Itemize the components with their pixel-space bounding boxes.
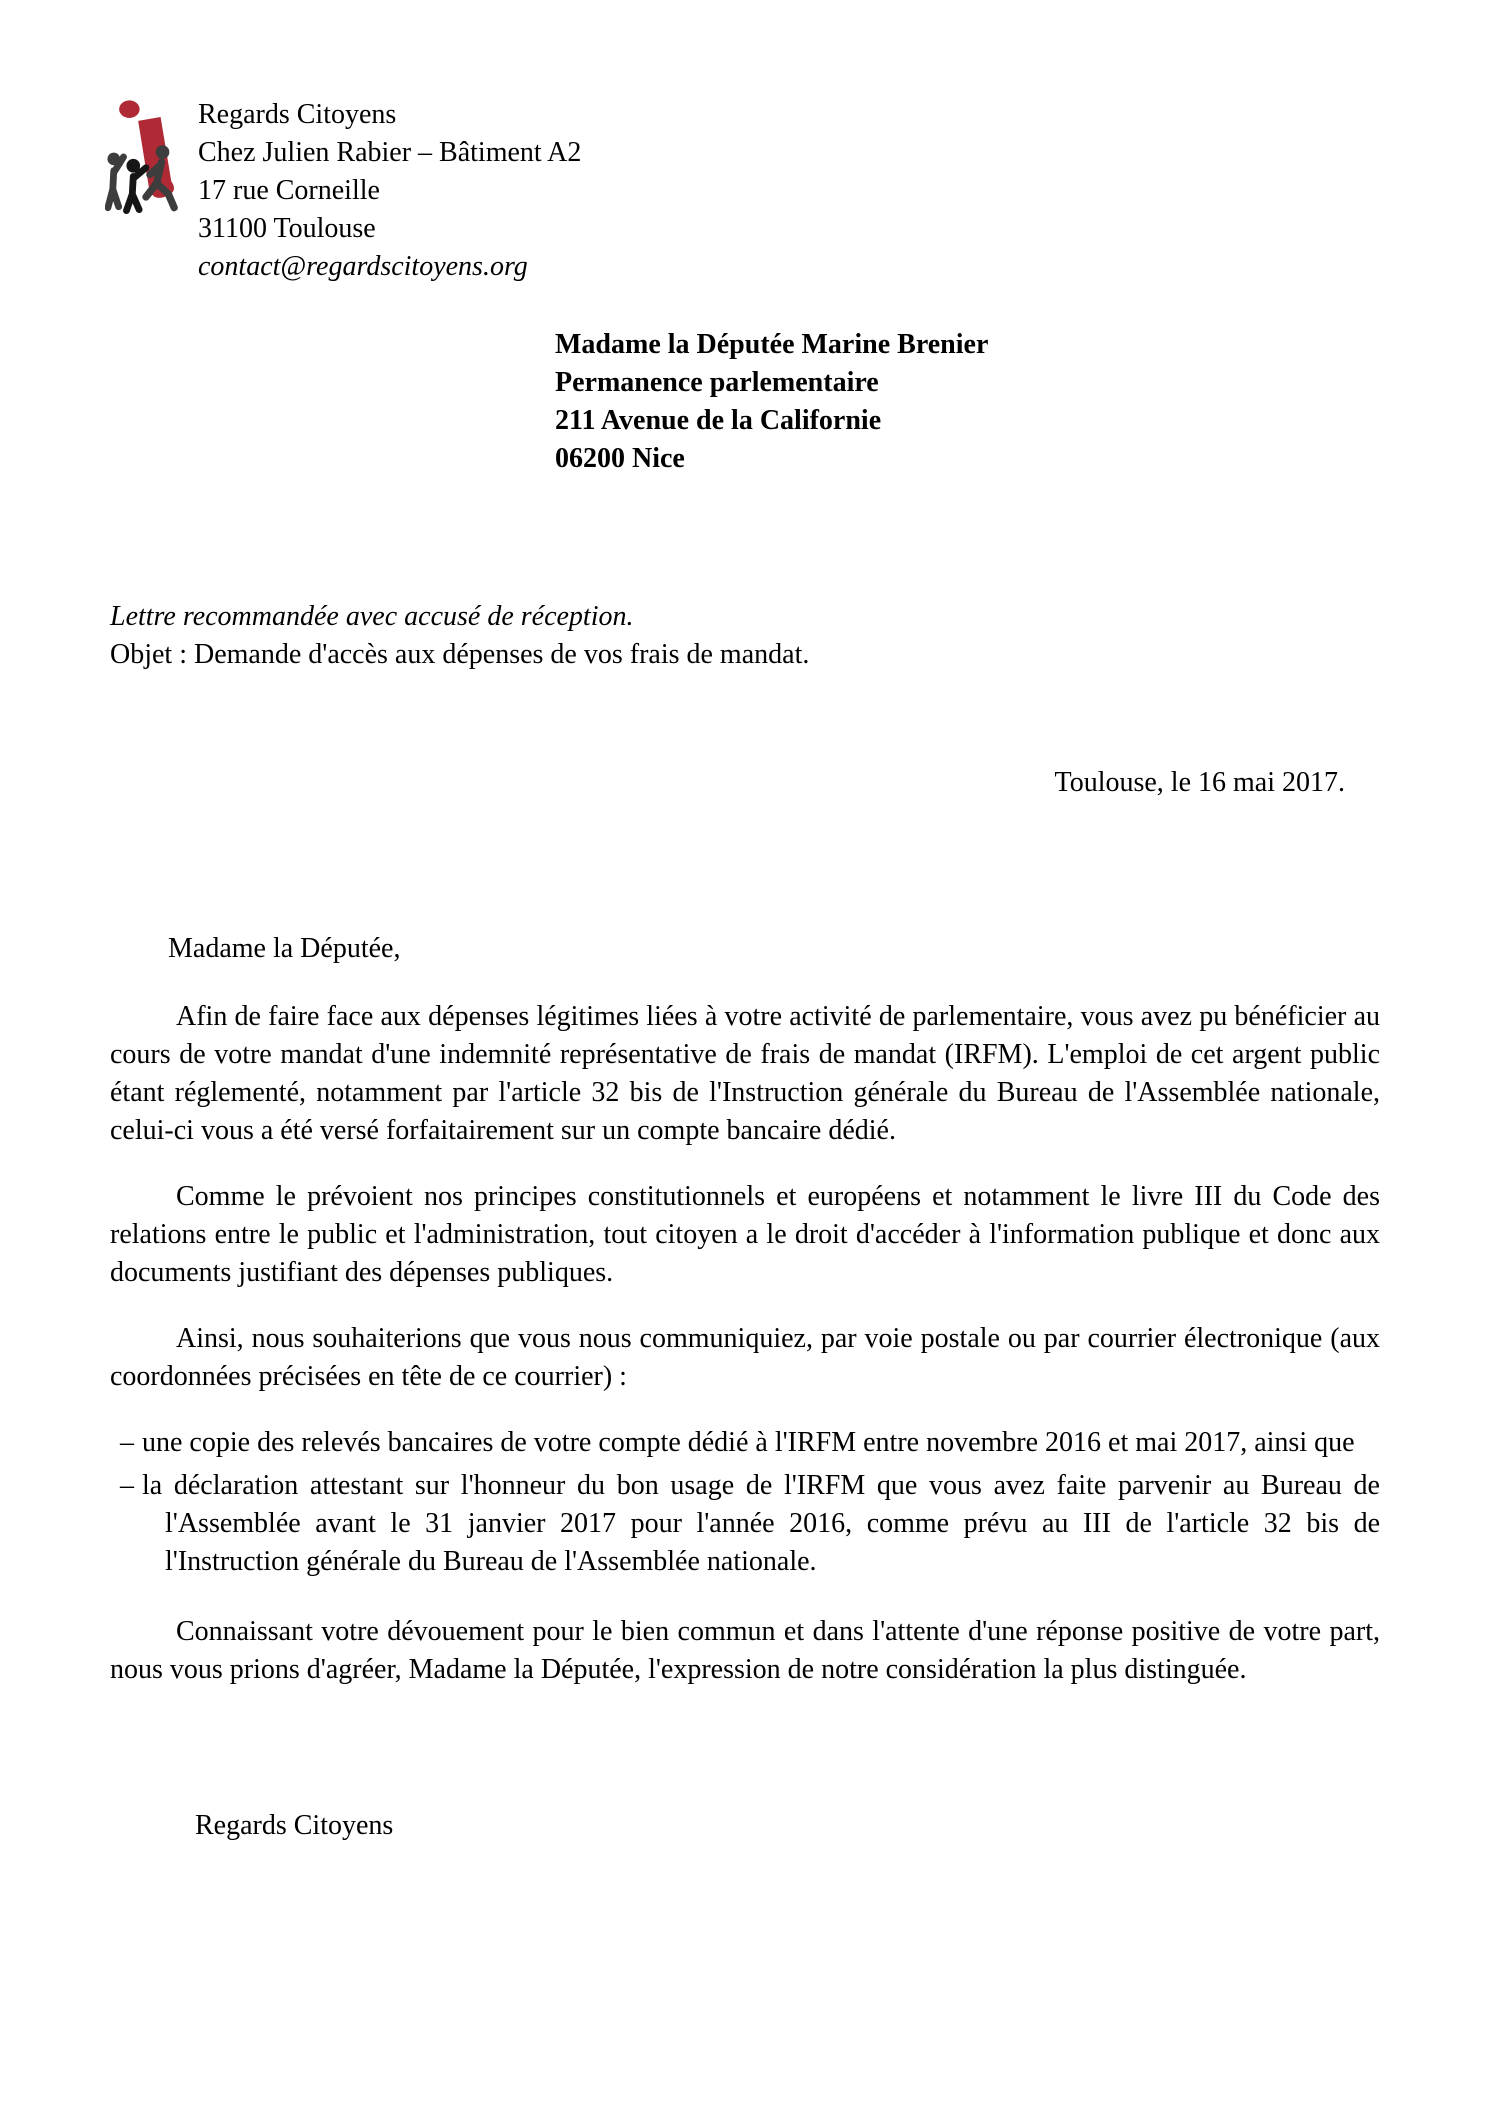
- body-paragraph: Ainsi, nous souhaiterions que vous nous communiquiez, par voie postale ou par courrier électronique (aux coordonnées précisées en tête de ce courrier) :: [110, 1323, 1380, 1392]
- list-item-marker: –: [120, 1427, 134, 1458]
- sender-address-line: Chez Julien Rabier – Bâtiment A2: [198, 137, 582, 168]
- request-list: [110, 1424, 1380, 1581]
- logo-person-center-body: [126, 168, 146, 211]
- closing-paragraph: Connaissant votre dévouement pour le bien commun et dans l'attente d'une réponse positive de votre part, nous vous prions d'agréer, Madame la Députée, l'expression de notre considération la plus distinguée.: [110, 1616, 1380, 1685]
- sender-address: [198, 96, 581, 286]
- list-item: [110, 1424, 1380, 1462]
- sender-block: [105, 96, 581, 286]
- logo-person-right-head: [156, 145, 170, 159]
- signature: Regards Citoyens: [195, 1810, 394, 1841]
- body-paragraph: Afin de faire face aux dépenses légitimes liées à votre activité de parlementaire, vous avez pu bénéficier au cours de votre mandat d'une indemnité représentative de frais de mandat (IRFM). L'emploi de cet argent public étant réglementé, notamment par l'article 32 bis de l'Instruction générale du Bureau de l'Assemblée nationale, celui-ci vous a été versé forfaitairement sur un compte bancaire dédié.: [110, 1001, 1380, 1146]
- letter-body: [110, 930, 1380, 1873]
- logo-person-left-body: [108, 157, 124, 208]
- logo-i-dot: [119, 100, 139, 118]
- registered-mail-notice: Lettre recommandée avec accusé de réception.: [110, 601, 634, 632]
- sender-address-line: 17 rue Corneille: [198, 175, 380, 206]
- sender-name: Regards Citoyens: [198, 99, 397, 130]
- body-paragraph: Comme le prévoient nos principes constitutionnels et européens et notamment le livre III du Code des relations entre le public et l'administration, tout citoyen a le droit d'accéder à l'information publique et donc aux documents justifiant des dépenses publiques.: [110, 1181, 1380, 1288]
- list-item-marker: –: [120, 1470, 134, 1501]
- sender-email: contact@regardscitoyens.org: [198, 251, 528, 282]
- list-item-text: la déclaration attestant sur l'honneur du bon usage de l'IRFM que vous avez faite parvenir au Bureau de l'Assemblée avant le 31 janvier 2017 pour l'année 2016, comme prévu au III de l'article 32 bis de l'Instruction générale du Bureau de l'Assemblée nationale.: [142, 1470, 1380, 1577]
- list-item: [110, 1467, 1380, 1581]
- date-line: Toulouse, le 16 mai 2017.: [1054, 767, 1345, 798]
- recipient-line: 06200 Nice: [555, 443, 685, 474]
- recipient-line: Permanence parlementaire: [555, 367, 879, 398]
- list-item-text: une copie des relevés bancaires de votre compte dédié à l'IRFM entre novembre 2016 et mai 2017, ainsi que: [142, 1427, 1355, 1458]
- sender-address-line: 31100 Toulouse: [198, 213, 376, 244]
- regards-citoyens-logo-icon: [105, 96, 183, 216]
- recipient-name: Madame la Députée Marine Brenier: [555, 329, 989, 360]
- salutation: Madame la Députée,: [168, 933, 401, 964]
- recipient-line: 211 Avenue de la Californie: [555, 405, 882, 436]
- subject-line: Objet : Demande d'accès aux dépenses de vos frais de mandat.: [110, 639, 810, 670]
- reference-block: [110, 598, 809, 674]
- recipient-block: [555, 326, 988, 478]
